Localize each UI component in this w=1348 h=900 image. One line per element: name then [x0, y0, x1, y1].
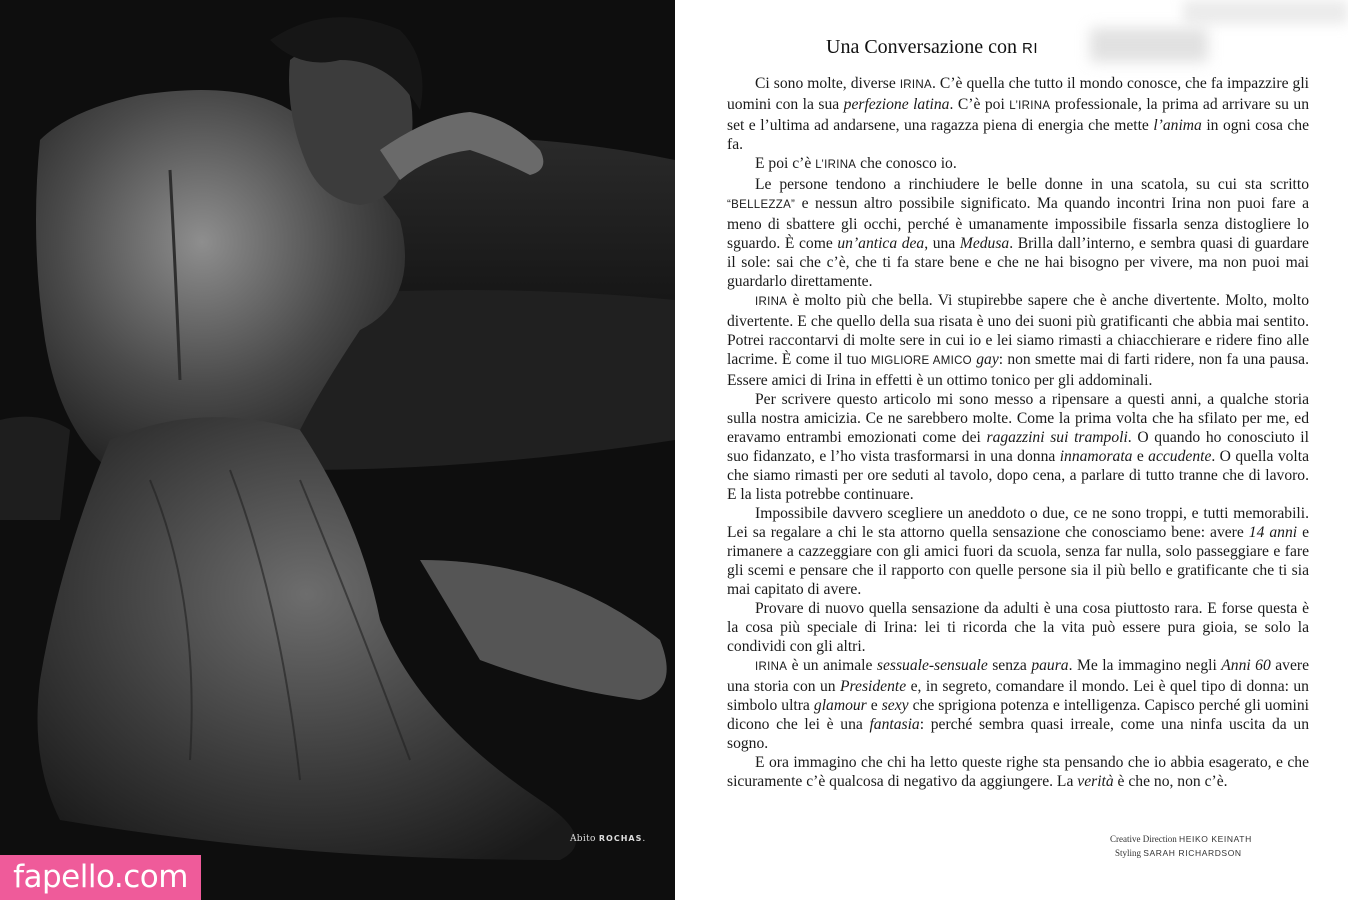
blurred-title-region [1090, 28, 1208, 62]
italic-run: perfezione latina [843, 96, 950, 113]
text-run: . C’è quella che tutto il mondo conosce, che fa impazzire gli uomini con la sua [727, 75, 1309, 113]
article-paragraph [727, 599, 1309, 656]
article-paragraph [727, 390, 1309, 504]
text-run: avere una storia con un [727, 657, 1309, 695]
text-run: E ora immagino che chi ha letto queste righe sta pensando che io abbia esagerato, e che sicuramente c’è qualcosa di negativo da aggiungere. La [727, 754, 1309, 790]
styling-credit: Styling SARAH RICHARDSON [1115, 848, 1242, 858]
italic-run: Presidente [840, 678, 907, 695]
text-run: in ogni cosa che fa. [727, 117, 1310, 153]
text-run: : perché sembra quasi irreale, come una ninfa uscita da un sogno. [727, 716, 1309, 752]
text-run: . O quando ho conosciuto il suo fidanzato, e l’ho vista trasformarsi in una donna [727, 429, 1309, 465]
text-run: . Brilla dall’interno, e sembra quasi di guardare il sole: sai che c’è, che ti fa stare bene e che ne hai bisogno per vivere, ma non puoi mai guardarlo direttamente. [727, 235, 1309, 290]
article-paragraph [727, 74, 1309, 154]
watermark-logo: fapello.com [0, 855, 201, 900]
italic-run: innamorata [1059, 448, 1133, 465]
text-run: E poi c’è [755, 155, 816, 172]
text-run: è un animale [787, 657, 877, 674]
text-run: Provare di nuovo quella sensazione da adulti è una cosa piuttosto rara. E forse questa è la cosa più speciale di Irina: lei ti ricorda che la vita può essere pura gioia, se solo la condividi con gli altri. [727, 600, 1309, 655]
text-run: che conosco io. [856, 155, 957, 172]
text-run: e [866, 697, 882, 714]
text-run: Le persone tendono a rinchiudere le belle donne in una scatola, su cui sta scritto [755, 176, 1309, 193]
credits-block [1110, 832, 1252, 860]
italic-run: sexy [881, 697, 909, 714]
italic-run: verità [1077, 773, 1114, 790]
text-run: . Me la immagino negli [1068, 657, 1222, 674]
text-run: . C’è poi [949, 96, 1010, 113]
article-paragraph [727, 291, 1309, 390]
blurred-header-region [1183, 0, 1348, 24]
italic-run: glamour [813, 697, 867, 714]
italic-run: gay [976, 351, 999, 368]
article-paragraph [727, 656, 1309, 753]
small-caps-run: L’IRINA [1009, 100, 1051, 112]
italic-run: paura [1031, 657, 1069, 674]
text-run: e [1132, 448, 1149, 465]
text-run: professionale, la prima ad arrivare su un set e l’ultima ad andarsene, una ragazza piena di energia che mette [727, 96, 1310, 134]
article-body [727, 74, 1309, 791]
italic-run: sessuale-sensuale [876, 657, 988, 674]
article-paragraph [727, 154, 1309, 175]
small-caps-run: IRINA [899, 79, 932, 91]
text-run: è molto più che bella. Vi stupirebbe sapere che è anche divertente. Molto, molto divertente. E che quello della sua risata è uno dei suoni più gratificanti che abbia mai sentito. Potrei raccontarvi di molte sere in cui io e lei siamo rimasti a chiacchierare e ridere fino alle lacrime. È come il tuo [727, 292, 1309, 368]
text-run: Ci sono molte, diverse [755, 75, 900, 92]
photo-credit: Abito ROCHAS. [570, 834, 646, 844]
italic-run: Anni 60 [1221, 657, 1271, 674]
small-caps-run: MIGLIORE AMICO [870, 355, 972, 367]
italic-run: ragazzini sui trampoli [986, 429, 1128, 446]
text-run: e nessun altro possibile significato. Ma quando incontri Irina non puoi fare a meno di sbattere gli occhi, perché è umanamente impossibile fissarla senza distogliere lo sguardo. È come [727, 195, 1309, 252]
text-run: senza [987, 657, 1032, 674]
small-caps-run: L’IRINA [815, 159, 857, 171]
italic-run: accudente [1148, 448, 1212, 465]
text-run: e, in segreto, comandare il mondo. Lei è quel tipo di donna: un simbolo ultra [727, 678, 1309, 714]
text-run: Per scrivere questo articolo mi sono messo a ripensare a questi anni, a qualche storia sulla nostra amicizia. Ce ne sarebbero molte. Come la prima volta che ha sfilato per me, ed eravamo entrambi emozionati come dei [727, 391, 1309, 446]
text-run: è che no, non c’è. [1113, 773, 1228, 790]
text-run: : non smette mai di farti ridere, non fa una pausa. Essere amici di Irina in effetti è un ottimo tonico per gli addominali. [727, 351, 1310, 389]
text-run: . O quella volta che siamo rimasti per ore seduti al tavolo, dopo cena, a parlare di tutto tranne che di lavoro. E la lista potrebbe continuare. [727, 448, 1310, 503]
small-caps-run: IRINA [755, 296, 788, 308]
creative-direction-credit: Creative Direction HEIKO KEINATH [1110, 834, 1252, 844]
article-paragraph [727, 504, 1309, 599]
italic-run: 14 anni [1248, 524, 1298, 541]
small-caps-run: IRINA [755, 661, 788, 673]
italic-run: fantasia [869, 716, 920, 733]
text-run: , una [924, 235, 960, 252]
text-run: e rimanere a cazzeggiare con gli amici fuori da scuola, senza far nulla, solo passeggiare e fare gli scemi e pensare che il rapporto con quelle persone sia il più bello e gratificante che ti sia mai capitato di avere. [727, 524, 1310, 598]
italic-run: l’anima [1153, 117, 1202, 134]
text-run: Impossibile davvero scegliere un aneddoto o due, ce ne sono troppi, e tutti memorabili. Lei sa regalare a chi le sta attorno quella sensazione che conosciamo bene: avere [727, 505, 1309, 541]
article-title: Una Conversazione con RI [826, 36, 1039, 58]
small-caps-run: “BELLEZZA” [727, 199, 796, 211]
italic-run: un’antica dea [837, 235, 925, 252]
article-paragraph [727, 753, 1309, 791]
article-paragraph [727, 175, 1309, 291]
text-run: che sprigiona potenza e intelligenza. Capisco perché gli uomini dicono che lei è una [727, 697, 1309, 733]
italic-run: Medusa [959, 235, 1010, 252]
